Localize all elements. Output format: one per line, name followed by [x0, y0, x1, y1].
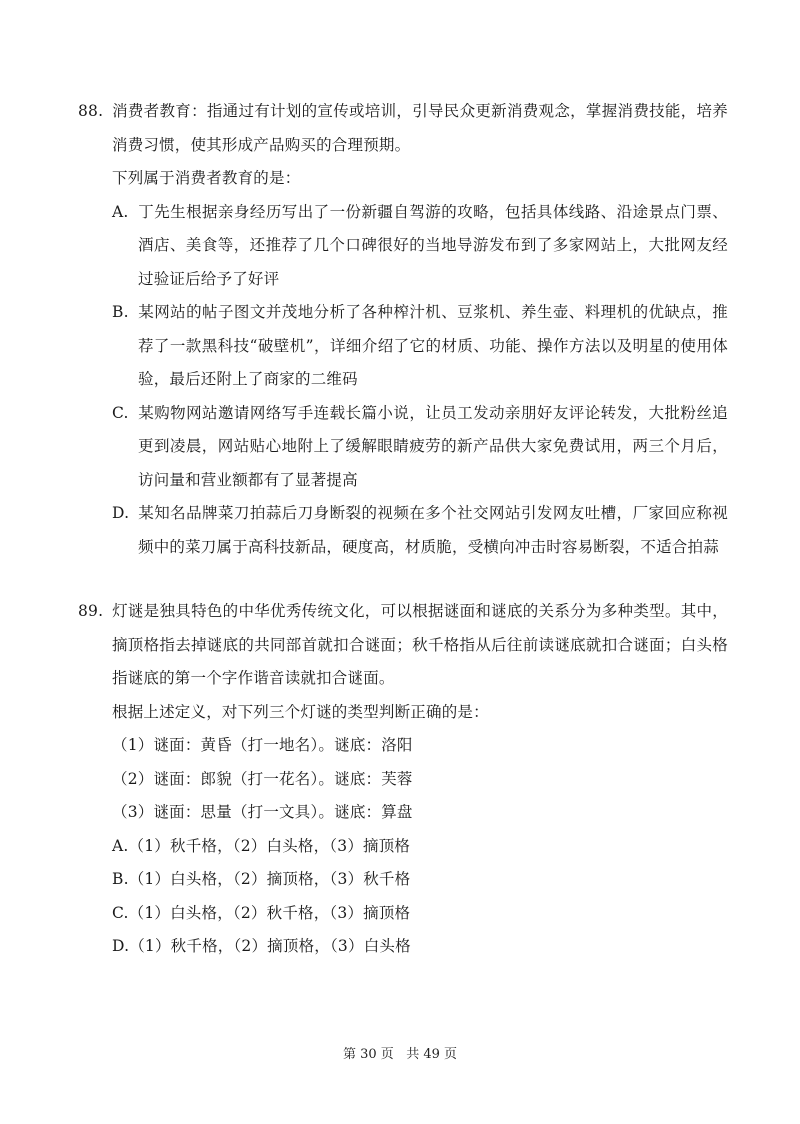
- option-text: 某知名品牌菜刀拍蒜后刀身断裂的视频在多个社交网站引发网友吐槽，厂家回应称视频中的菜刀属于高科技新品，硬度高，材质脆，受横向冲击时容易断裂，不适合拍蒜: [138, 504, 728, 556]
- question-stem: [78, 95, 728, 162]
- option-text: 某购物网站邀请网络写手连载长篇小说，让员工发动亲朋好友评论转发，大批粉丝追更到凌晨，网站贴心地附上了缓解眼睛疲劳的新产品供大家免费试用，两三个月后，访问量和营业额都有了显著提高: [138, 403, 728, 489]
- option-text: 某网站的帖子图文并茂地分析了各种榨汁机、豆浆机、养生壶、料理机的优缺点，推荐了一款黑科技“破壁机”，详细介绍了它的材质、功能、操作方法以及明星的使用体验，最后还附上了商家的二维码: [138, 303, 728, 388]
- option-letter: A.: [112, 202, 129, 221]
- option-letter: A.: [112, 836, 129, 855]
- option-letter: D.: [112, 504, 130, 522]
- option-c: [78, 897, 728, 931]
- question-89: [78, 595, 728, 964]
- stem-text: 消费者教育：指通过有计划的宣传或培训，引导民众更新消费观念，掌握消费技能，培养消费习惯，使其形成产品购买的合理预期。: [112, 102, 728, 154]
- question-number: 89.: [78, 602, 104, 620]
- page-footer: 第 30 页 共 49 页: [342, 1047, 457, 1062]
- option-d: [78, 497, 728, 564]
- option-c: [78, 397, 728, 498]
- option-b: [78, 296, 728, 397]
- option-letter: C.: [112, 903, 129, 922]
- option-text: （1）白头格，（2）摘顶格，（3）秋千格: [128, 870, 411, 888]
- stem-text: 灯谜是独具特色的中华优秀传统文化，可以根据谜面和谜底的关系分为多种类型。其中，摘顶格指去掉谜底的共同部首就扣合谜面；秋千格指从后往前读谜底就扣合谜面；白头格指谜底的第一个字作谐音读就扣合谜面。: [112, 602, 728, 687]
- question-stem: [78, 595, 728, 696]
- option-text: （1）秋千格，（2）白头格，（3）摘顶格: [128, 836, 411, 855]
- option-letter: B.: [112, 870, 129, 888]
- option-letter: B.: [112, 303, 129, 321]
- question-prompt: 根据上述定义，对下列三个灯谜的类型判断正确的是：: [112, 702, 489, 721]
- option-text: （1）白头格，（2）秋千格，（3）摘顶格: [128, 903, 411, 922]
- question-prompt: 下列属于消费者教育的是：: [112, 169, 301, 187]
- option-text: 丁先生根据亲身经历写出了一份新疆自驾游的攻略，包括具体线路、沿途景点门票、酒店、美食等，还推荐了几个口碑很好的当地导游发布到了多家网站上，大批网友经过验证后给予了好评: [138, 202, 728, 288]
- option-text: （1）秋千格，（2）摘顶格，（3）白头格: [129, 937, 411, 955]
- option-letter: C.: [112, 403, 129, 422]
- option-letter: D.: [112, 937, 130, 955]
- option-a: [78, 196, 728, 297]
- option-a: [78, 830, 728, 864]
- riddle-item-2: （2）谜面：郎貌（打一花名）。谜底：芙蓉: [112, 769, 413, 788]
- question-88: [78, 95, 728, 564]
- riddle-item-3: （3）谜面：思量（打一文具）。谜底：算盘: [112, 803, 413, 821]
- question-number: 88.: [78, 102, 104, 120]
- riddle-item-1: （1）谜面：黄昏（打一地名）。谜底：洛阳: [112, 736, 413, 754]
- option-b: [78, 863, 728, 897]
- option-d: [78, 930, 728, 964]
